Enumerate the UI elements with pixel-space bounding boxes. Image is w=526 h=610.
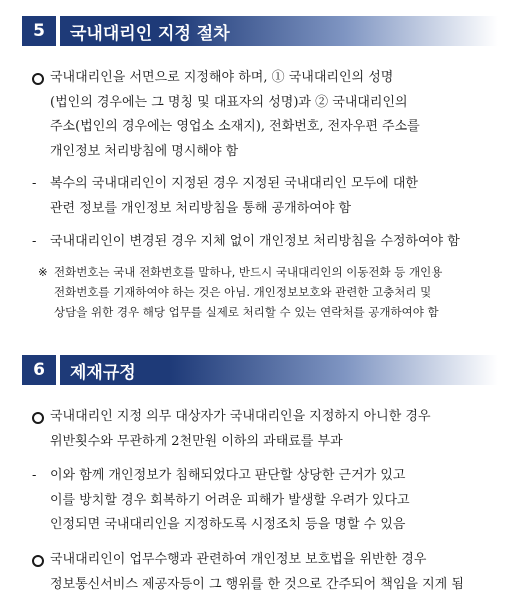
text-line: 이와 함께 개인정보가 침해되었다고 판단할 상당한 근거가 있고	[50, 468, 406, 483]
text-line: 전화번호를 기재하여야 하는 것은 아님. 개인정보보호와 관련한 고충처리 및	[54, 285, 432, 299]
dash-marker: -	[32, 468, 37, 483]
note-paragraph	[38, 262, 508, 322]
text-line: 전화번호는 국내 전화번호를 말하나, 반드시 국내대리인의 이동전화 등 개인용	[54, 265, 443, 279]
dash-marker: -	[32, 234, 37, 249]
section-title: 제재규정	[60, 355, 498, 385]
text-line: 관련 정보를 개인정보 처리방침을 통해 공개하여야 함	[50, 200, 352, 216]
text-line: 정보통신서비스 제공자등이 그 행위를 한 것으로 간주되어 책임을 지게 됨	[50, 576, 464, 592]
bullet-paragraph	[32, 405, 508, 454]
dash-paragraph	[32, 464, 508, 538]
text-line: 복수의 국내대리인이 지정된 경우 지정된 국내대리인 모두에 대한	[50, 176, 418, 191]
section-5-header	[22, 16, 498, 46]
text-line: 국내대리인이 업무수행과 관련하여 개인정보 보호법을 위반한 경우	[50, 552, 427, 567]
dash-marker: -	[32, 176, 37, 191]
note-marker: ※	[38, 265, 48, 279]
section-number: 5	[22, 16, 56, 46]
bullet-paragraph	[32, 66, 508, 164]
text-line: 이를 방치할 경우 회복하기 어려운 피해가 발생할 우려가 있다고	[50, 492, 410, 508]
section-6-header	[22, 355, 498, 385]
text-line: 인정되면 국내대리인을 지정하도록 시정조치 등을 명할 수 있음	[50, 517, 406, 532]
section-title: 국내대리인 지정 절차	[60, 16, 498, 46]
text-line: 상담을 위한 경우 해당 업무를 실제로 처리할 수 있는 연락처를 공개하여야 함	[54, 305, 439, 319]
text-line: 국내대리인 지정 의무 대상자가 국내대리인을 지정하지 아니한 경우	[50, 409, 431, 424]
text-line: 주소(법인의 경우에는 영업소 소재지), 전화번호, 전자우편 주소를	[50, 119, 420, 134]
text-line: (법인의 경우에는 그 명칭 및 대표자의 성명)과 ② 국내대리인의	[50, 94, 408, 110]
bullet-paragraph	[32, 548, 508, 597]
text-line: 개인정보 처리방침에 명시해야 함	[50, 143, 239, 159]
text-line: 위반횟수와 무관하게 2천만원 이하의 과태료를 부과	[50, 433, 343, 449]
dash-paragraph	[32, 230, 508, 255]
text-line: 국내대리인을 서면으로 지정해야 하며, ① 국내대리인의 성명	[50, 70, 394, 85]
dash-paragraph	[32, 172, 508, 221]
section-number: 6	[22, 355, 56, 385]
circle-bullet-icon	[32, 412, 44, 424]
circle-bullet-icon	[32, 555, 44, 567]
text-line: 국내대리인이 변경된 경우 지체 없이 개인정보 처리방침을 수정하여야 함	[50, 234, 460, 249]
circle-bullet-icon	[32, 73, 44, 85]
